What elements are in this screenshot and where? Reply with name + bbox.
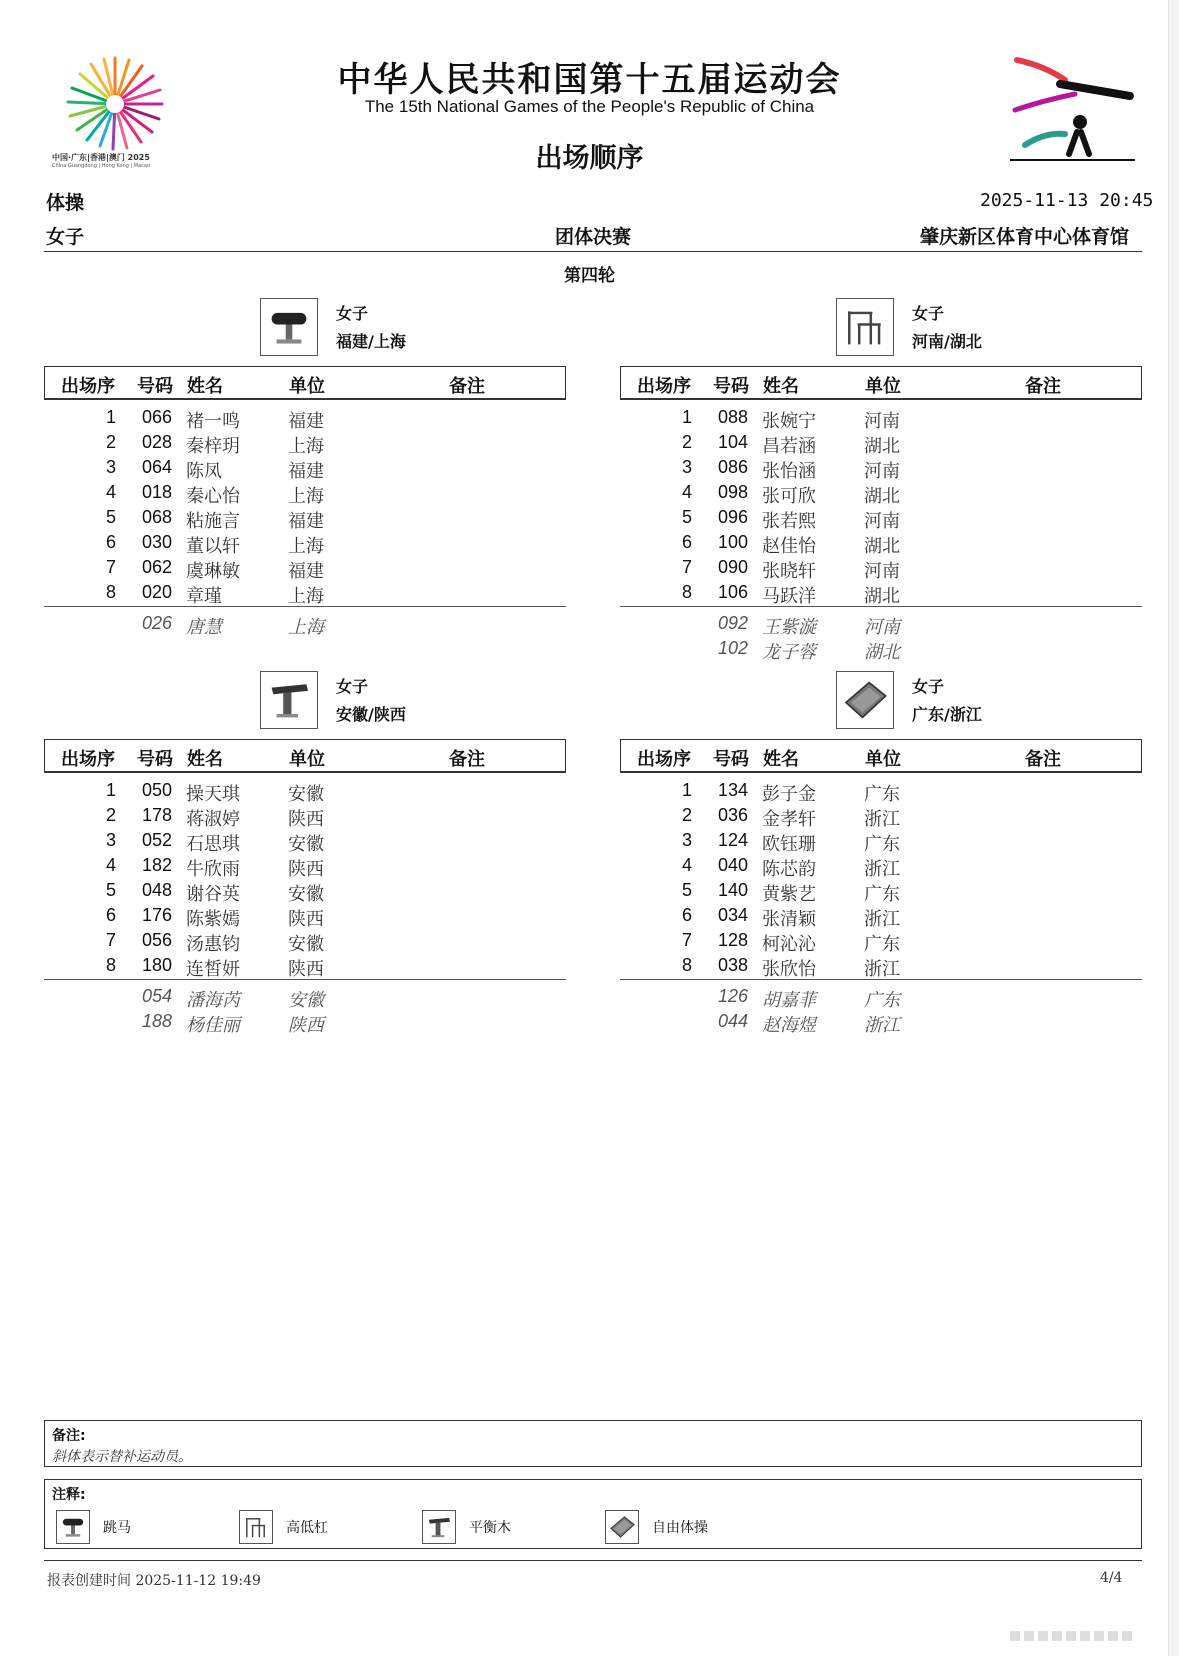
cell-name: 龙子蓉	[762, 642, 816, 663]
logo-caption-en: China·Guangdong | Hong Kong | Macao	[52, 163, 151, 169]
cell-number: 020	[142, 582, 173, 602]
cell-order: 1	[681, 780, 692, 800]
col-number: 号码	[713, 376, 749, 397]
vault-icon	[56, 1510, 90, 1544]
cell-number: 188	[142, 1011, 173, 1031]
cell-unit: 上海	[288, 436, 324, 457]
table-row	[620, 953, 1142, 978]
group-gender: 女子	[912, 677, 945, 696]
cell-order: 5	[681, 507, 692, 527]
athlete-list	[620, 778, 1142, 978]
cell-order: 5	[105, 880, 116, 900]
table-row-substitute	[620, 636, 1142, 661]
datetime: 2025-11-13 20:45	[980, 190, 1154, 211]
table-row	[44, 505, 566, 530]
cell-unit: 陕西	[288, 859, 324, 880]
cell-number: 092	[718, 613, 749, 633]
cell-unit: 福建	[288, 511, 324, 532]
col-remark: 备注	[1025, 376, 1061, 397]
cell-order: 4	[681, 855, 692, 875]
table-row	[620, 778, 1142, 803]
table-row	[44, 580, 566, 605]
table-header	[620, 366, 1142, 400]
games-title-cn: 中华人民共和国第十五届运动会	[337, 60, 842, 100]
table-header	[44, 739, 566, 773]
cell-unit: 安徽	[288, 884, 324, 905]
cell-name: 杨佳丽	[186, 1015, 240, 1036]
games-title-en: The 15th National Games of the People's Republic of China	[364, 97, 815, 116]
cell-order: 2	[105, 432, 116, 452]
vault-icon	[260, 298, 318, 356]
legend-label-balance-beam: 平衡木	[469, 1520, 511, 1536]
cell-unit: 河南	[864, 561, 900, 582]
cell-number: 124	[718, 830, 749, 850]
cell-order: 8	[105, 955, 116, 975]
cell-name: 潘海芮	[186, 990, 240, 1011]
athlete-list	[44, 778, 566, 978]
cell-name: 褚一鸣	[186, 411, 240, 432]
cell-order: 3	[681, 457, 692, 477]
cell-number: 040	[718, 855, 749, 875]
table-row	[620, 455, 1142, 480]
table-row	[620, 928, 1142, 953]
col-number: 号码	[137, 749, 173, 770]
cell-unit: 湖北	[864, 586, 900, 607]
cell-unit: 上海	[288, 536, 324, 557]
cell-name: 张婉宁	[762, 411, 816, 432]
report-created-time: 报表创建时间 2025-11-12 19:49	[47, 1573, 261, 1589]
table-row	[44, 555, 566, 580]
table-row	[620, 903, 1142, 928]
table-row	[620, 480, 1142, 505]
cell-name: 王紫漩	[762, 617, 816, 638]
col-name: 姓名	[763, 376, 799, 397]
cell-name: 胡嘉菲	[762, 990, 816, 1011]
cell-number: 140	[718, 880, 749, 900]
table-row	[620, 803, 1142, 828]
table-row	[44, 878, 566, 903]
cell-number: 098	[718, 482, 749, 502]
cell-name: 虞琳敏	[186, 561, 240, 582]
col-number: 号码	[713, 749, 749, 770]
cell-order: 4	[681, 482, 692, 502]
cell-order: 8	[681, 582, 692, 602]
col-name: 姓名	[187, 749, 223, 770]
cell-order: 7	[105, 930, 116, 950]
table-row	[44, 803, 566, 828]
cell-number: 176	[142, 905, 173, 925]
cell-order: 3	[681, 830, 692, 850]
cell-unit: 浙江	[864, 1015, 900, 1036]
cell-unit: 浙江	[864, 959, 900, 980]
cell-unit: 陕西	[288, 909, 324, 930]
col-number: 号码	[137, 376, 173, 397]
cell-order: 1	[105, 407, 116, 427]
table-row	[44, 455, 566, 480]
cell-name: 秦梓玥	[186, 436, 240, 457]
cell-name: 张晓轩	[762, 561, 816, 582]
col-order: 出场序	[637, 749, 691, 770]
cell-order: 2	[681, 432, 692, 452]
col-order: 出场序	[61, 376, 115, 397]
cell-unit: 河南	[864, 511, 900, 532]
cell-number: 180	[142, 955, 173, 975]
page-indicator	[1010, 1628, 1140, 1644]
table-row	[620, 580, 1142, 605]
substitute-list	[620, 984, 1142, 1034]
cell-unit: 河南	[864, 411, 900, 432]
table-row	[44, 903, 566, 928]
cell-order: 6	[105, 905, 116, 925]
page-number: 4/4	[1100, 1570, 1123, 1586]
table-row	[620, 405, 1142, 430]
cell-number: 038	[718, 955, 749, 975]
cell-unit: 广东	[864, 990, 900, 1011]
cell-number: 028	[142, 432, 173, 452]
group-teams: 广东/浙江	[912, 705, 982, 724]
floor-exercise-icon	[605, 1510, 639, 1544]
cell-unit: 上海	[288, 617, 324, 638]
header-divider	[44, 251, 1142, 252]
col-name: 姓名	[763, 749, 799, 770]
cell-order: 7	[681, 930, 692, 950]
table-row	[620, 853, 1142, 878]
cell-number: 054	[142, 986, 173, 1006]
cell-number: 066	[142, 407, 173, 427]
col-remark: 备注	[449, 376, 485, 397]
cell-unit: 福建	[288, 461, 324, 482]
table-row	[620, 828, 1142, 853]
cell-unit: 广东	[864, 784, 900, 805]
group-gender: 女子	[336, 677, 369, 696]
cell-number: 182	[142, 855, 173, 875]
cell-order: 5	[105, 507, 116, 527]
cell-number: 026	[142, 613, 173, 633]
athlete-list	[620, 405, 1142, 605]
cell-unit: 湖北	[864, 536, 900, 557]
table-row-substitute	[44, 984, 566, 1009]
legend-box	[44, 1479, 1142, 1549]
round-label: 第四轮	[564, 266, 615, 286]
cell-name: 董以轩	[186, 536, 240, 557]
cell-order: 3	[105, 457, 116, 477]
cell-number: 030	[142, 532, 173, 552]
cell-number: 088	[718, 407, 749, 427]
cell-name: 操天琪	[186, 784, 240, 805]
legend-label-uneven-bars: 高低杠	[286, 1520, 328, 1536]
cell-order: 6	[681, 905, 692, 925]
group-gender: 女子	[336, 304, 369, 323]
cell-number: 018	[142, 482, 173, 502]
table-row	[620, 505, 1142, 530]
cell-unit: 安徽	[288, 934, 324, 955]
col-unit: 单位	[289, 749, 325, 770]
uneven-bars-icon	[239, 1510, 273, 1544]
cell-unit: 湖北	[864, 486, 900, 507]
cell-name: 张欣怡	[762, 959, 816, 980]
group-teams: 安徽/陕西	[336, 705, 406, 724]
table-row	[44, 405, 566, 430]
table-row-substitute	[620, 1009, 1142, 1034]
cell-name: 蒋淑婷	[186, 809, 240, 830]
group-teams: 福建/上海	[336, 332, 406, 351]
col-remark: 备注	[1025, 749, 1061, 770]
cell-number: 104	[718, 432, 749, 452]
cell-name: 章瑾	[186, 586, 222, 607]
cell-number: 056	[142, 930, 173, 950]
cell-unit: 福建	[288, 411, 324, 432]
cell-name: 谢谷英	[186, 884, 240, 905]
cell-name: 彭子金	[762, 784, 816, 805]
cell-number: 044	[718, 1011, 749, 1031]
cell-number: 102	[718, 638, 749, 658]
cell-unit: 广东	[864, 834, 900, 855]
table-row	[620, 430, 1142, 455]
cell-unit: 安徽	[288, 990, 324, 1011]
cell-name: 欧钰珊	[762, 834, 816, 855]
cell-order: 4	[105, 855, 116, 875]
substitute-divider	[620, 606, 1142, 607]
col-unit: 单位	[865, 376, 901, 397]
table-header	[44, 366, 566, 400]
uneven-bars-icon	[836, 298, 894, 356]
table-row-substitute	[620, 611, 1142, 636]
cell-order: 4	[105, 482, 116, 502]
cell-name: 陈芯韵	[762, 859, 816, 880]
cell-unit: 浙江	[864, 909, 900, 930]
cell-order: 2	[105, 805, 116, 825]
table-row	[620, 530, 1142, 555]
col-order: 出场序	[637, 376, 691, 397]
table-row	[44, 953, 566, 978]
cell-unit: 广东	[864, 934, 900, 955]
cell-name: 赵海煜	[762, 1015, 816, 1036]
table-header	[620, 739, 1142, 773]
cell-order: 3	[105, 830, 116, 850]
gymnastics-pictogram	[1005, 50, 1140, 170]
cell-number: 036	[718, 805, 749, 825]
cell-number: 086	[718, 457, 749, 477]
group-gender: 女子	[912, 304, 945, 323]
cell-number: 068	[142, 507, 173, 527]
cell-name: 石思琪	[186, 834, 240, 855]
cell-unit: 福建	[288, 561, 324, 582]
cell-name: 张怡涵	[762, 461, 816, 482]
cell-unit: 河南	[864, 617, 900, 638]
gender-label: 女子	[46, 226, 85, 248]
cell-unit: 湖北	[864, 436, 900, 457]
document-title: 出场顺序	[535, 143, 644, 174]
cell-number: 134	[718, 780, 749, 800]
cell-unit: 安徽	[288, 834, 324, 855]
cell-unit: 安徽	[288, 784, 324, 805]
cell-unit: 陕西	[288, 809, 324, 830]
table-row	[44, 853, 566, 878]
cell-unit: 河南	[864, 461, 900, 482]
col-unit: 单位	[865, 749, 901, 770]
col-unit: 单位	[289, 376, 325, 397]
footer-divider	[44, 1560, 1142, 1561]
substitute-list	[620, 611, 1142, 661]
cell-number: 096	[718, 507, 749, 527]
table-row	[620, 555, 1142, 580]
cell-unit: 陕西	[288, 1015, 324, 1036]
cell-number: 106	[718, 582, 749, 602]
cell-order: 8	[105, 582, 116, 602]
cell-number: 064	[142, 457, 173, 477]
table-row	[44, 430, 566, 455]
col-name: 姓名	[187, 376, 223, 397]
cell-name: 张若熙	[762, 511, 816, 532]
venue-label: 肇庆新区体育中心体育馆	[920, 226, 1130, 248]
cell-number: 100	[718, 532, 749, 552]
cell-name: 汤惠钧	[186, 934, 240, 955]
cell-number: 178	[142, 805, 173, 825]
event-label: 团体决赛	[555, 226, 632, 248]
cell-name: 连皙妍	[186, 959, 240, 980]
cell-name: 张清颖	[762, 909, 816, 930]
cell-order: 7	[105, 557, 116, 577]
cell-name: 柯沁沁	[762, 934, 816, 955]
legend-title: 注释:	[52, 1487, 86, 1503]
legend-label-floor-exercise: 自由体操	[652, 1520, 708, 1536]
cell-number: 052	[142, 830, 173, 850]
cell-name: 秦心怡	[186, 486, 240, 507]
notes-text: 斜体表示替补运动员。	[52, 1449, 192, 1465]
table-row	[44, 828, 566, 853]
cell-order: 7	[681, 557, 692, 577]
logo-caption: 中国·广东|香港|澳门 2025	[52, 153, 150, 162]
scrollbar[interactable]	[1168, 0, 1179, 1656]
cell-order: 6	[681, 532, 692, 552]
cell-name: 张可欣	[762, 486, 816, 507]
cell-unit: 浙江	[864, 809, 900, 830]
balance-beam-icon	[422, 1510, 456, 1544]
table-row	[44, 778, 566, 803]
cell-number: 050	[142, 780, 173, 800]
cell-order: 5	[681, 880, 692, 900]
cell-number: 062	[142, 557, 173, 577]
cell-number: 048	[142, 880, 173, 900]
cell-order: 1	[681, 407, 692, 427]
col-remark: 备注	[449, 749, 485, 770]
substitute-divider	[620, 979, 1142, 980]
cell-name: 唐慧	[186, 617, 222, 638]
cell-order: 6	[105, 532, 116, 552]
table-row-substitute	[620, 984, 1142, 1009]
table-row-substitute	[44, 611, 566, 636]
substitute-divider	[44, 606, 566, 607]
table-row	[44, 530, 566, 555]
cell-order: 1	[105, 780, 116, 800]
sport-label: 体操	[46, 192, 85, 214]
table-row	[620, 878, 1142, 903]
cell-unit: 广东	[864, 884, 900, 905]
athlete-list	[44, 405, 566, 605]
cell-name: 昌若涵	[762, 436, 816, 457]
cell-name: 陈紫嫣	[186, 909, 240, 930]
cell-name: 牛欣雨	[186, 859, 240, 880]
floor-exercise-icon	[836, 671, 894, 729]
cell-order: 2	[681, 805, 692, 825]
substitute-list	[44, 984, 566, 1034]
cell-unit: 上海	[288, 586, 324, 607]
legend-label-vault: 跳马	[103, 1520, 131, 1536]
cell-name: 粘施言	[186, 511, 240, 532]
cell-name: 陈凤	[186, 461, 222, 482]
cell-number: 126	[718, 986, 749, 1006]
table-row-substitute	[44, 1009, 566, 1034]
notes-box	[44, 1420, 1142, 1467]
cell-number: 034	[718, 905, 749, 925]
cell-name: 马跃洋	[762, 586, 816, 607]
substitute-divider	[44, 979, 566, 980]
cell-number: 128	[718, 930, 749, 950]
cell-name: 金孝轩	[762, 809, 816, 830]
cell-name: 黄紫艺	[762, 884, 816, 905]
substitute-list	[44, 611, 566, 636]
cell-unit: 上海	[288, 486, 324, 507]
cell-unit: 湖北	[864, 642, 900, 663]
cell-order: 8	[681, 955, 692, 975]
notes-title: 备注:	[52, 1428, 86, 1444]
col-order: 出场序	[61, 749, 115, 770]
cell-unit: 陕西	[288, 959, 324, 980]
group-teams: 河南/湖北	[912, 332, 982, 351]
table-row	[44, 928, 566, 953]
cell-number: 090	[718, 557, 749, 577]
balance-beam-icon	[260, 671, 318, 729]
table-row	[44, 480, 566, 505]
cell-unit: 浙江	[864, 859, 900, 880]
cell-name: 赵佳怡	[762, 536, 816, 557]
